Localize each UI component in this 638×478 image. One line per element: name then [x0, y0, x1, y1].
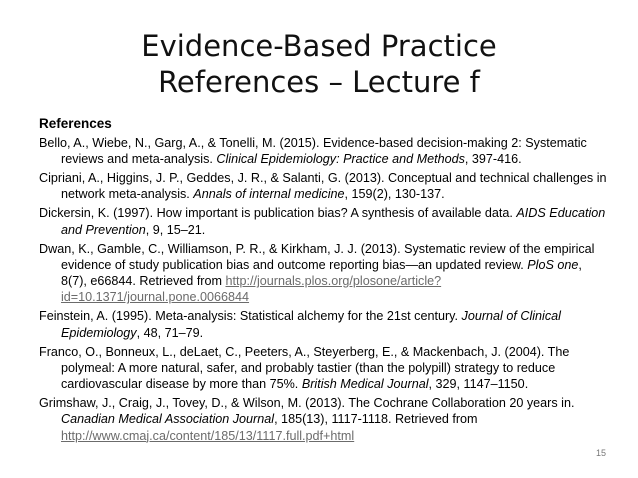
reference-details: , 185(13), 1117-1118. Retrieved from	[274, 412, 478, 427]
reference-item-1	[39, 135, 609, 168]
slide-title	[0, 28, 638, 100]
reference-item-3	[39, 205, 609, 238]
reference-text: Feinstein, A. (1995). Meta-analysis: Statistical alchemy for the 21st century.	[39, 309, 462, 324]
reference-link[interactable]: http://journals.plos.org/plosone/article?id=10.1371/journal.pone.0066844	[61, 274, 442, 305]
page-number: 15	[595, 448, 606, 458]
reference-details: , 48, 71–79.	[136, 325, 204, 340]
reference-details: , 397-416.	[464, 152, 522, 167]
reference-details: , 9, 15–21.	[145, 222, 206, 237]
reference-text: Bello, A., Wiebe, N., Garg, A., & Tonelli, M. (2015). Evidence-based decision-making 2: Systematic reviews and meta-analysis.	[39, 136, 587, 167]
reference-item-7	[39, 395, 609, 444]
reference-details: , 159(2), 130-137.	[344, 187, 445, 202]
reference-text: Franco, O., Bonneux, L., deLaet, C., Peeters, A., Steyerberg, E., & Mackenbach, J. (2004). The polymeal: A more natural, safer, and probably tastier (than the polypill) strategy to reduce cardiovascular disease by more than 75%.	[39, 344, 570, 392]
reference-source: British Medical Journal	[301, 377, 429, 392]
reference-details: , 329, 1147–1150.	[428, 377, 529, 392]
references-heading: References	[39, 116, 112, 131]
reference-text: Dickersin, K. (1997). How important is publication bias? A synthesis of available data.	[39, 206, 517, 221]
reference-text: Grimshaw, J., Craig, J., Tovey, D., & Wilson, M. (2013). The Cochrane Collaboration 20 years in.	[39, 396, 575, 411]
reference-source: Clinical Epidemiology: Practice and Methods	[216, 152, 465, 167]
reference-text: Dwan, K., Gamble, C., Williamson, P. R., & Kirkham, J. J. (2013). Systematic review of the empirical evidence of study publication bias and outcome reporting bias—an updated review.	[39, 241, 595, 272]
reference-text: Cipriani, A., Higgins, J. P., Geddes, J. R., & Salanti, G. (2013). Conceptual and technical challenges in network meta-analysis.	[39, 171, 607, 202]
reference-source: AIDS Education and Prevention	[61, 206, 606, 237]
reference-item-2	[39, 170, 609, 203]
reference-item-6	[39, 344, 609, 393]
title-line-1: Evidence-Based Practice	[141, 29, 497, 63]
reference-source: Annals of internal medicine	[193, 187, 345, 202]
reference-source: Journal of Clinical Epidemiology	[61, 309, 561, 340]
reference-item-4	[39, 241, 609, 306]
reference-source: Canadian Medical Association Journal	[61, 412, 275, 427]
reference-details: , 8(7), e66844. Retrieved from	[61, 257, 582, 289]
title-line-2: References – Lecture f	[158, 65, 480, 99]
reference-source: PloS one	[527, 257, 579, 272]
reference-item-5	[39, 308, 609, 341]
reference-link[interactable]: http://www.cmaj.ca/content/185/13/1117.full.pdf+html	[61, 428, 355, 443]
references-section	[39, 115, 609, 447]
